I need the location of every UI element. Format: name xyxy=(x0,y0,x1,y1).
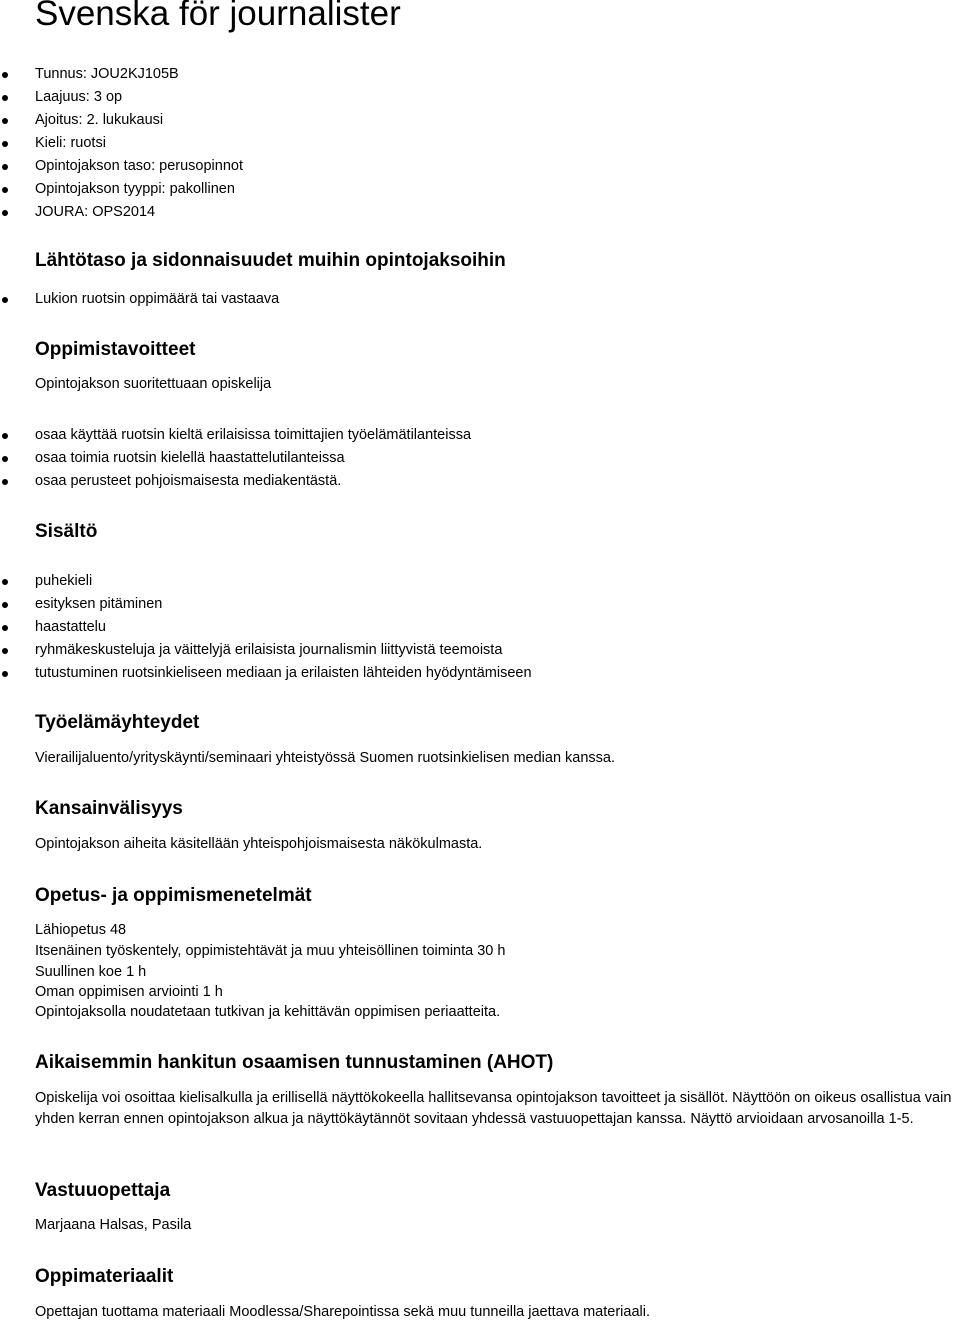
prereq-heading: Lähtötaso ja sidonnaisuudet muihin opintojaksoihin xyxy=(35,250,506,271)
page-title: Svenska för journalister xyxy=(35,0,401,33)
bullet-icon xyxy=(2,297,8,303)
bullet-icon xyxy=(2,187,8,193)
methods-line: Oman oppimisen arviointi 1 h xyxy=(35,984,223,1000)
list-item: Ajoitus: 2. lukukausi xyxy=(0,109,243,132)
methods-heading: Opetus- ja oppimismenetelmät xyxy=(35,885,312,906)
materials-heading: Oppimateriaalit xyxy=(35,1266,174,1287)
bullet-icon xyxy=(2,602,8,608)
list-item: tutustuminen ruotsinkieliseen mediaan ja erilaisten lähteiden hyödyntämiseen xyxy=(0,662,532,685)
content-list xyxy=(0,570,532,685)
list-item: Laajuus: 3 op xyxy=(0,86,243,109)
list-item: haastattelu xyxy=(0,616,532,639)
bullet-icon xyxy=(2,479,8,485)
prereq-list xyxy=(0,288,279,311)
methods-line: Suullinen koe 1 h xyxy=(35,964,147,980)
methods-line: Opintojaksolla noudatetaan tutkivan ja kehittävän oppimisen periaatteita. xyxy=(35,1004,501,1020)
list-item: Lukion ruotsin oppimäärä tai vastaava xyxy=(0,288,279,311)
objectives-intro: Opintojakson suoritettuaan opiskelija xyxy=(35,376,272,392)
list-item: ryhmäkeskusteluja ja väittelyjä erilaisista journalismin liittyvistä teemoista xyxy=(0,639,532,662)
list-item: puhekieli xyxy=(0,570,532,593)
ahot-heading: Aikaisemmin hankitun osaamisen tunnustaminen (AHOT) xyxy=(35,1052,554,1073)
international-text: Opintojakson aiheita käsitellään yhteispohjoismaisesta näkökulmasta. xyxy=(35,836,483,852)
ahot-text: Opiskelija voi osoittaa kielisalkulla ja erillisellä näyttökokeella hallitsevansa opintojakson tavoitteet ja sisällöt. Näyttöön on oikeus osallistua vain yhden kerran ennen opintojakson alkua ja näyttökäytännöt sovitaan yhdessä vastuuopettajan kanssa. Näyttö arvioidaan arvosanoilla 1-5. xyxy=(35,1090,952,1127)
methods-line: Itsenäinen työskentely, oppimistehtävät ja muu yhteisöllinen toiminta 30 h xyxy=(35,943,506,959)
list-item: Opintojakson tyyppi: pakollinen xyxy=(0,178,243,201)
objectives-heading: Oppimistavoitteet xyxy=(35,339,196,360)
list-item: osaa toimia ruotsin kielellä haastattelutilanteissa xyxy=(0,447,471,470)
teacher-text: Marjaana Halsas, Pasila xyxy=(35,1217,192,1233)
bullet-icon xyxy=(2,210,8,216)
list-item: Tunnus: JOU2KJ105B xyxy=(0,63,243,86)
list-item: Opintojakson taso: perusopinnot xyxy=(0,155,243,178)
list-item: esityksen pitäminen xyxy=(0,593,532,616)
bullet-icon xyxy=(2,95,8,101)
bullet-icon xyxy=(2,579,8,585)
objectives-list xyxy=(0,424,471,493)
worklife-heading: Työelämäyhteydet xyxy=(35,712,200,733)
bullet-icon xyxy=(2,72,8,78)
bullet-icon xyxy=(2,433,8,439)
content-heading: Sisältö xyxy=(35,521,98,542)
bullet-icon xyxy=(2,671,8,677)
course-info-list xyxy=(0,63,243,224)
bullet-icon xyxy=(2,118,8,124)
list-item: osaa käyttää ruotsin kieltä erilaisissa toimittajien työelämätilanteissa xyxy=(0,424,471,447)
international-heading: Kansainvälisyys xyxy=(35,798,183,819)
bullet-icon xyxy=(2,625,8,631)
methods-line: Lähiopetus 48 xyxy=(35,922,127,938)
materials-text: Opettajan tuottama materiaali Moodlessa/Sharepointissa sekä muu tunneilla jaettava materiaali. xyxy=(35,1304,650,1320)
teacher-heading: Vastuuopettaja xyxy=(35,1180,171,1201)
bullet-icon xyxy=(2,141,8,147)
bullet-icon xyxy=(2,648,8,654)
list-item: Kieli: ruotsi xyxy=(0,132,243,155)
worklife-text: Vierailijaluento/yrityskäynti/seminaari yhteistyössä Suomen ruotsinkielisen median kanssa. xyxy=(35,750,616,766)
list-item: osaa perusteet pohjoismaisesta mediakentästä. xyxy=(0,470,471,493)
bullet-icon xyxy=(2,164,8,170)
bullet-icon xyxy=(2,456,8,462)
list-item: JOURA: OPS2014 xyxy=(0,201,243,224)
